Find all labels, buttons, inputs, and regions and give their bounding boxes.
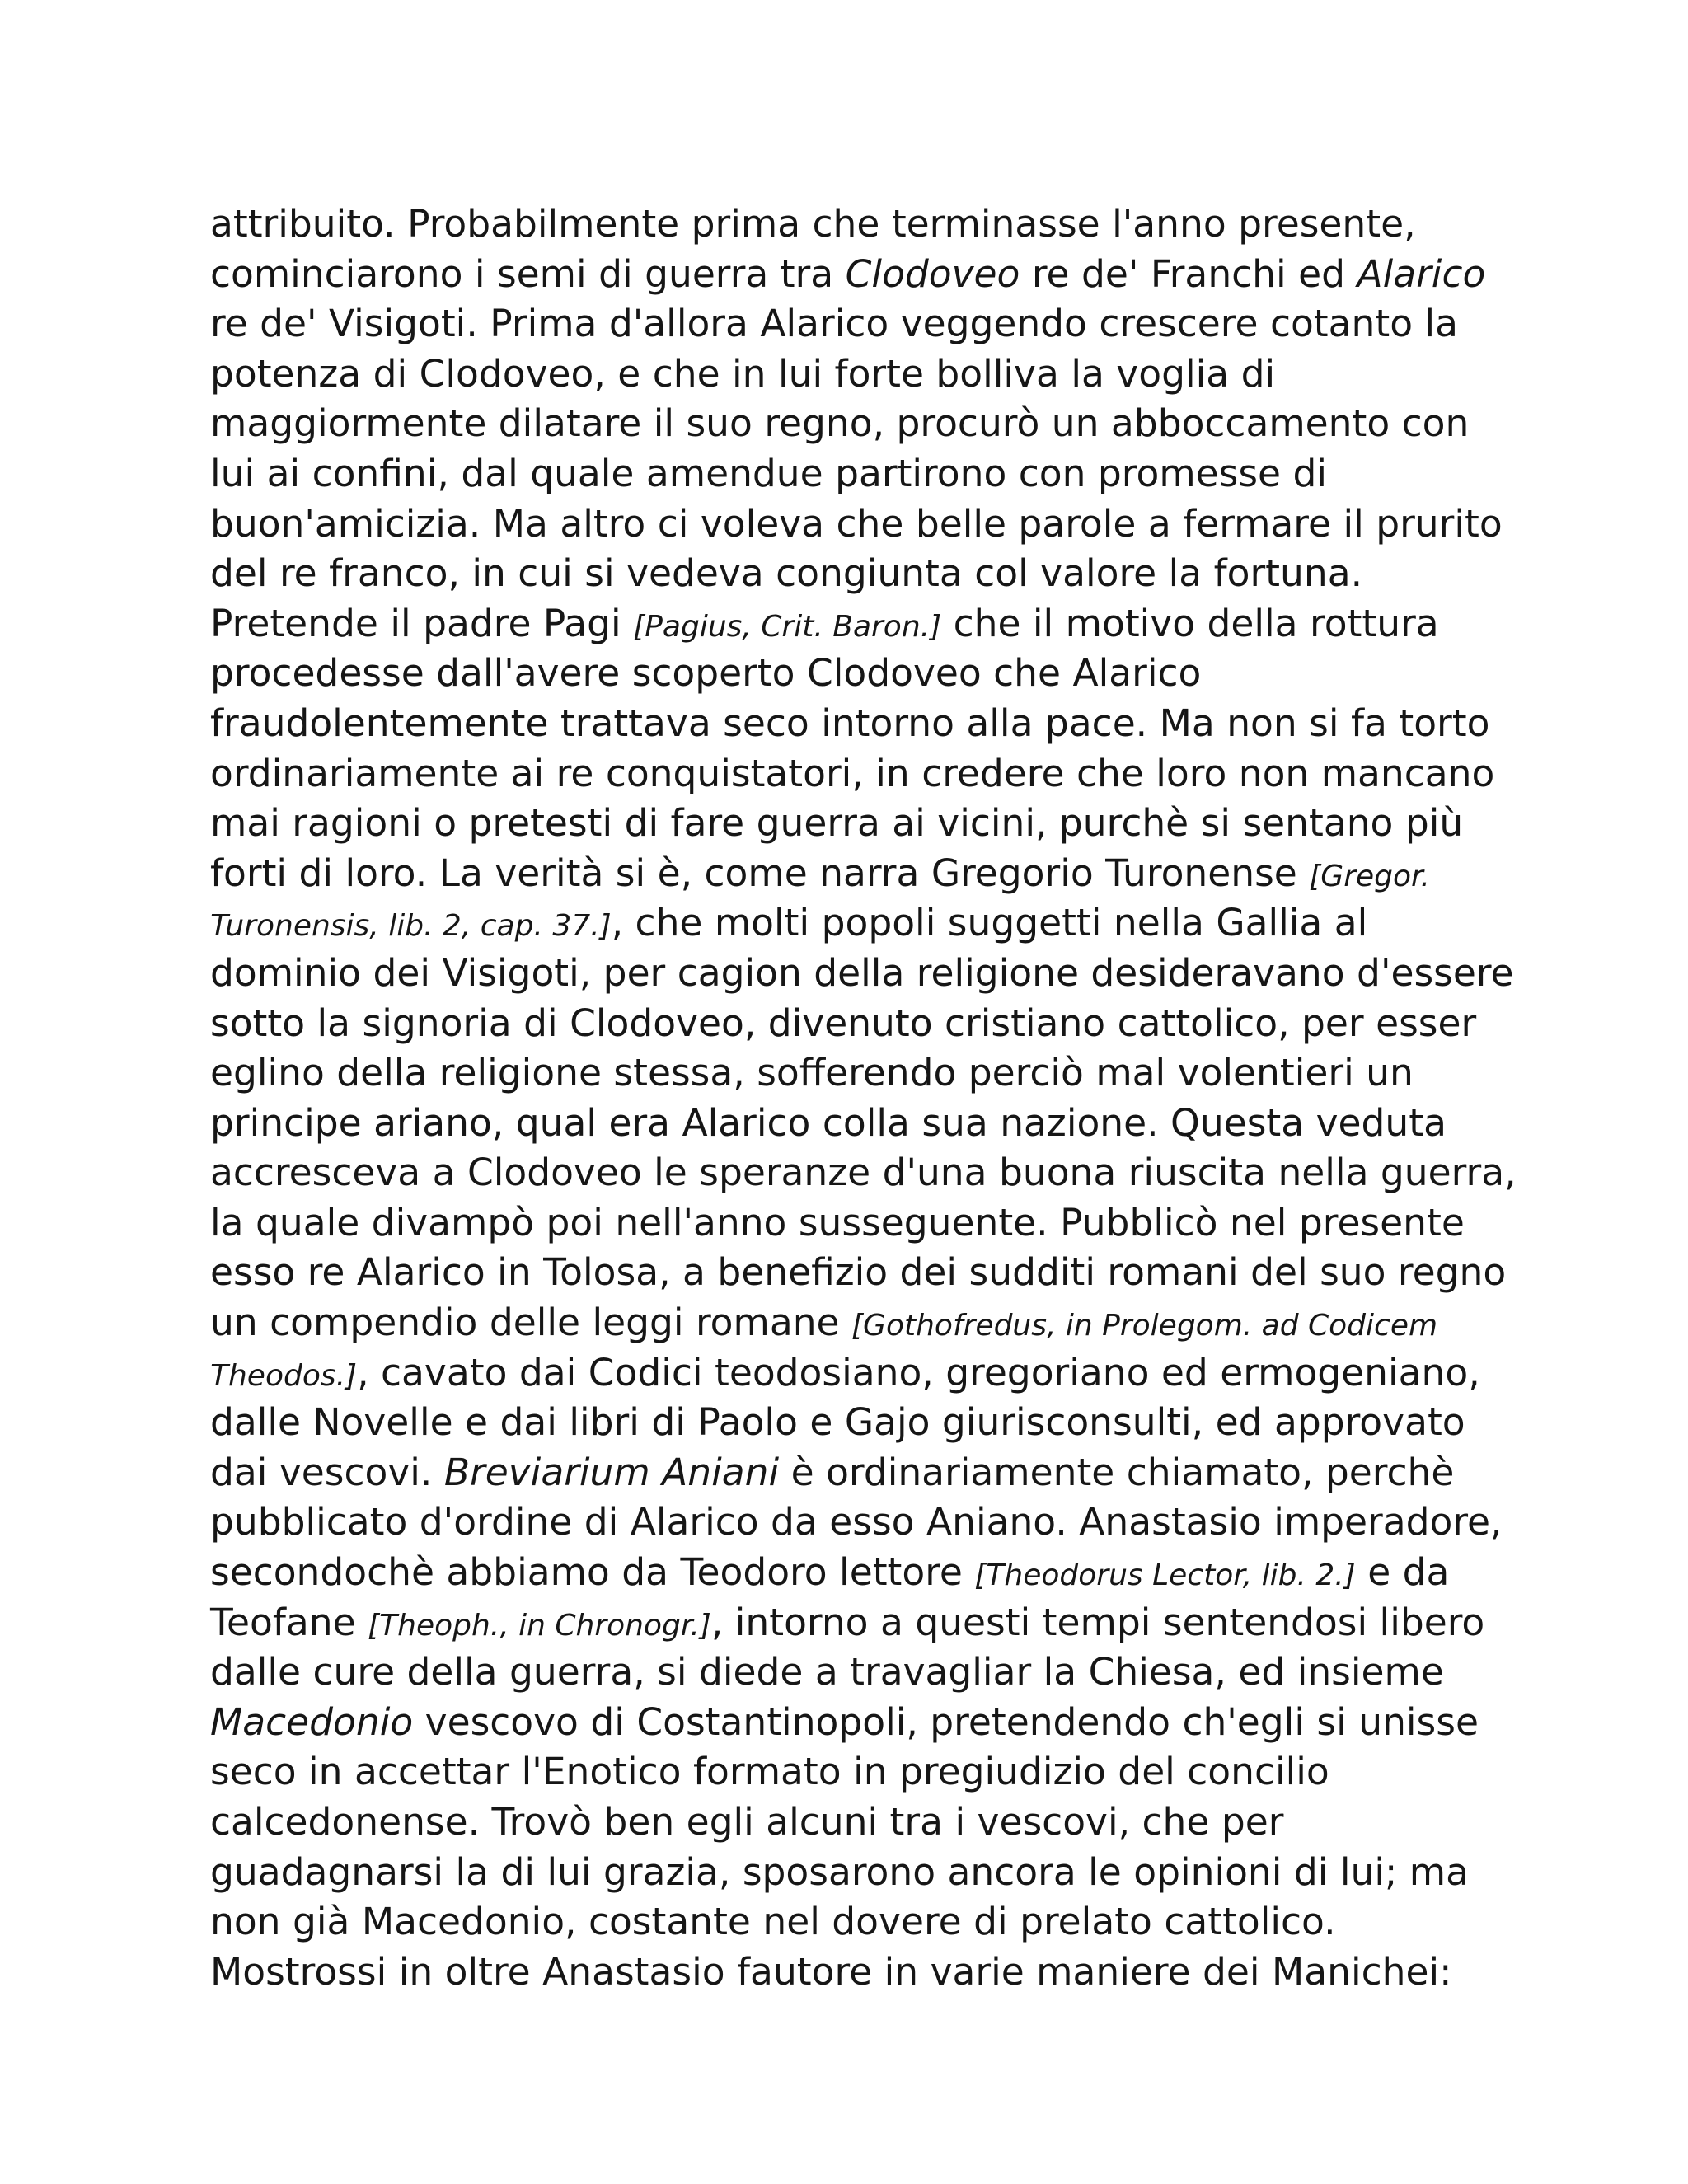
text-segment: è ordinariamente chiamato, perchè: [779, 1450, 1455, 1494]
text-segment: che il motivo della rottura: [941, 601, 1439, 645]
text-line: [210, 1848, 1496, 1898]
text-line: [210, 799, 1496, 849]
italic-name: Macedonio: [210, 1699, 414, 1744]
text-line: [210, 849, 1496, 899]
text-line: [210, 898, 1496, 949]
text-segment: Pretende il padre Pagi: [210, 601, 634, 645]
text-line: [210, 399, 1496, 449]
text-segment: mai ragioni o pretesti di fare guerra ai vicini, purchè si sentano più: [210, 801, 1464, 846]
text-line: [210, 1148, 1517, 1198]
text-line: [210, 1298, 1496, 1348]
text-segment: ordinariamente ai re conquistatori, in credere che loro non mancano: [210, 751, 1495, 795]
text-segment: calcedonense. Trovò ben egli alcuni tra i vescovi, che per: [210, 1800, 1284, 1844]
text-segment: , cavato dai Codici teodosiano, gregoriano ed ermogeniano,: [357, 1350, 1480, 1394]
text-line: [210, 1348, 1496, 1399]
text-line: [210, 299, 1496, 349]
text-segment: sotto la signoria di Clodoveo, divenuto cristiano cattolico, per esser: [210, 1001, 1477, 1045]
text-line: [210, 449, 1496, 499]
text-segment: la quale divampò poi nell'anno susseguente. Pubblicò nel presente: [210, 1200, 1465, 1244]
text-segment: secondochè abbiamo da Teodoro lettore: [210, 1550, 975, 1595]
text-segment: fraudolentemente trattava seco intorno alla pace. Ma non si fa torto: [210, 701, 1490, 745]
text-line: [210, 250, 1496, 300]
text-segment: non già Macedonio, costante nel dovere di prelato cattolico.: [210, 1900, 1336, 1944]
citation: [Pagius, Crit. Baron.]: [633, 609, 942, 644]
text-segment: accresceva a Clodoveo le speranze d'una buona riuscita nella guerra,: [210, 1151, 1517, 1195]
text-segment: Teofane: [210, 1600, 368, 1644]
text-segment: , intorno a questi tempi sentendosi libero: [710, 1600, 1485, 1644]
text-line: [210, 1647, 1496, 1698]
text-segment: dalle Novelle e dai libri di Paolo e Gajo giurisconsulti, ed approvato: [210, 1400, 1465, 1445]
text-segment: maggiormente dilatare il suo regno, procurò un abboccamento con: [210, 401, 1470, 446]
text-line: [210, 1947, 1496, 1998]
text-segment: guadagnarsi la di lui grazia, sposarono ancora le opinioni di lui; ma: [210, 1849, 1469, 1894]
text-line: [210, 1448, 1496, 1498]
text-segment: procedesse dall'avere scoperto Clodoveo che Alarico: [210, 651, 1202, 696]
text-line: [210, 749, 1496, 799]
citation: [Gothofredus, in Prolegom. ad Codicem: [851, 1309, 1438, 1343]
citation: Turonensis, lib. 2, cap. 37.]: [210, 909, 612, 944]
text-line: [210, 1099, 1496, 1149]
citation: [Gregor.: [1309, 859, 1430, 893]
text-segment: un compendio delle leggi romane: [210, 1301, 852, 1345]
text-line: [210, 1398, 1496, 1448]
text-line: [210, 1598, 1496, 1648]
text-segment: dominio dei Visigoti, per cagion della religione desideravano d'essere: [210, 950, 1514, 995]
citation: [Theoph., in Chronogr.]: [368, 1608, 711, 1643]
text-line: [210, 1797, 1496, 1848]
citation: [Theodorus Lector, lib. 2.]: [974, 1558, 1356, 1593]
text-line: [210, 1248, 1507, 1298]
text-segment: potenza di Clodoveo, e che in lui forte bolliva la voglia di: [210, 351, 1276, 396]
text-line: [210, 1497, 1503, 1548]
text-line: [210, 549, 1496, 599]
text-line: [210, 599, 1496, 649]
text-segment: Mostrossi in oltre Anastasio fautore in varie maniere dei Manichei:: [210, 1949, 1452, 1994]
text-segment: seco in accettar l'Enotico formato in pregiudizio del concilio: [210, 1750, 1329, 1794]
text-line: [210, 199, 1496, 250]
text-segment: vescovo di Costantinopoli, pretendendo ch'egli si unisse: [413, 1699, 1479, 1744]
text-segment: principe ariano, qual era Alarico colla sua nazione. Questa veduta: [210, 1100, 1447, 1145]
text-segment: cominciarono i semi di guerra tra: [210, 251, 846, 296]
text-line: [210, 949, 1514, 999]
text-line: [210, 1048, 1496, 1099]
italic-name: Clodoveo: [845, 251, 1020, 296]
text-line: [210, 499, 1503, 550]
text-segment: dai vescovi.: [210, 1450, 444, 1494]
italic-name: Alarico: [1357, 251, 1486, 296]
text-segment: buon'amicizia. Ma altro ci voleva che belle parole a fermare il prurito: [210, 501, 1503, 546]
text-line: [210, 1897, 1496, 1947]
text-segment: dalle cure della guerra, si diede a travagliar la Chiesa, ed insieme: [210, 1650, 1444, 1694]
text-line: [210, 1198, 1496, 1249]
text-segment: lui ai confini, dal quale amendue partirono con promesse di: [210, 451, 1328, 495]
text-segment: attribuito. Probabilmente prima che terminasse l'anno presente,: [210, 202, 1416, 246]
text-line: [210, 699, 1496, 749]
italic-name: Breviarium Aniani: [443, 1450, 780, 1494]
text-segment: , che molti popoli suggetti nella Gallia al: [611, 901, 1368, 945]
text-line: [210, 1747, 1496, 1797]
text-line: [210, 649, 1496, 699]
text-segment: del re franco, in cui si vedeva congiunta col valore la fortuna.: [210, 551, 1363, 596]
text-line: [210, 1698, 1496, 1748]
citation: Theodos.]: [210, 1358, 358, 1393]
text-segment: esso re Alarico in Tolosa, a benefizio dei sudditi romani del suo regno: [210, 1250, 1507, 1295]
text-segment: e da: [1355, 1550, 1450, 1595]
document-body-text: [210, 199, 1517, 1997]
text-line: [210, 349, 1496, 400]
text-line: [210, 1548, 1496, 1598]
text-segment: eglino della religione stessa, sofferendo perciò mal volentieri un: [210, 1051, 1414, 1095]
text-segment: re de' Franchi ed: [1020, 251, 1357, 296]
text-segment: re de' Visigoti. Prima d'allora Alarico veggendo crescere cotanto la: [210, 302, 1459, 346]
text-segment: forti di loro. La verità si è, come narra Gregorio Turonense: [210, 851, 1310, 895]
text-segment: pubblicato d'ordine di Alarico da esso Aniano. Anastasio imperadore,: [210, 1500, 1503, 1544]
text-line: [210, 999, 1496, 1049]
